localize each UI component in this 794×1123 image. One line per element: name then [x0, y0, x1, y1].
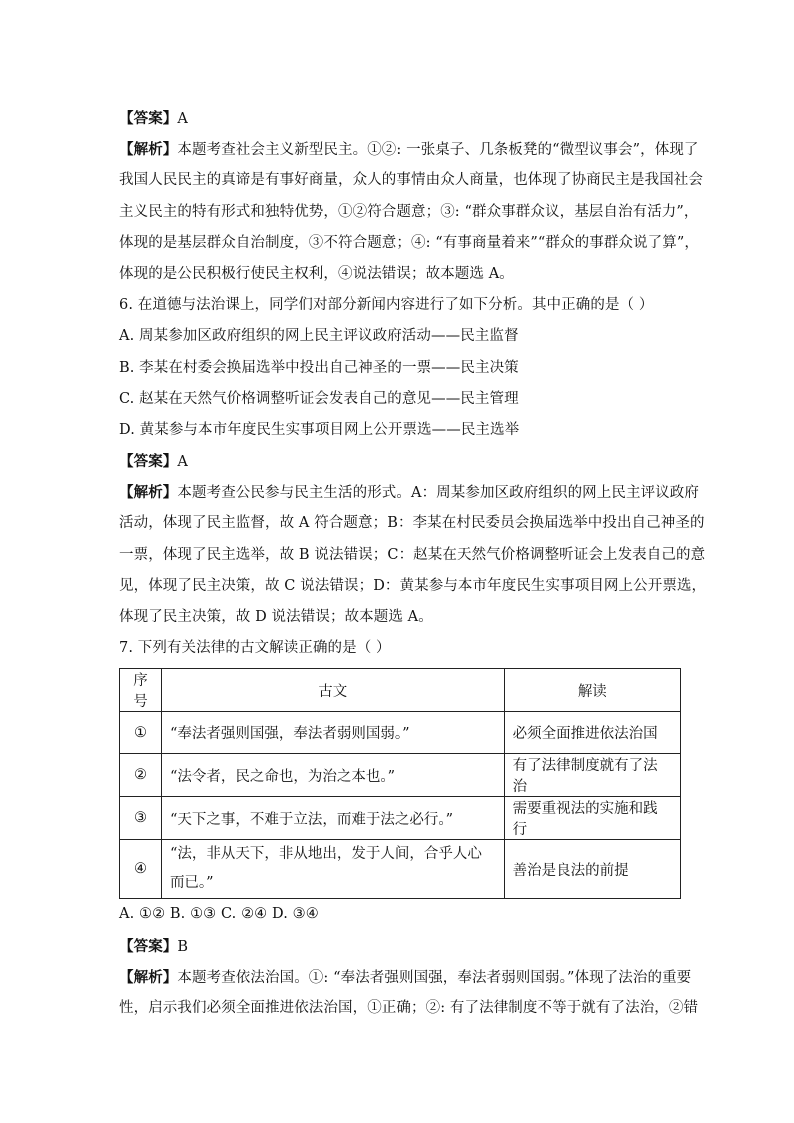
line-text: B	[177, 938, 189, 955]
table-row	[120, 754, 681, 797]
row-ancient-text: “法，非从天下，非从地出，发于人间，合乎人心而已。”	[161, 840, 504, 899]
text-line	[119, 931, 681, 962]
row-number: ③	[120, 797, 162, 840]
text-line	[119, 165, 703, 196]
line-text: 体现了民主决策，故 D 说法错误；故本题选 A。	[119, 609, 433, 625]
line-text: 本题考查依法治国。①: “奉法者强则国强，奉法者弱则国弱。”体现了法治的重要	[177, 969, 692, 986]
text-line	[119, 321, 681, 352]
section-label: 【答案】	[119, 937, 178, 955]
line-text: A	[177, 454, 188, 471]
section-label: 【答案】	[119, 110, 178, 127]
line-text: 活动，体现了民主监督，故 A 符合题意；B：李某在村民委员会换届选举中投出自己神圣的	[119, 515, 705, 532]
line-text: C. 赵某在天然气价格调整听证会发表自己的意见——民主管理	[119, 390, 519, 407]
text-line	[119, 571, 707, 602]
header-ancient-text: 古文	[161, 669, 504, 712]
line-text: B. 李某在村委会换届选举中投出自己神圣的一票——民主决策	[119, 359, 519, 376]
text-line	[119, 633, 681, 664]
row-number: ④	[120, 840, 162, 899]
text-line	[119, 415, 681, 446]
line-text: 7. 下列有关法律的古文解读正确的是（ ）	[119, 640, 391, 657]
table-row	[120, 712, 681, 754]
line-text: 6. 在道德与法治课上，同学们对部分新闻内容进行了如下分析。其中正确的是（ ）	[119, 297, 654, 314]
ancient-text-table	[119, 668, 681, 899]
text-line	[119, 103, 681, 134]
line-text: A	[177, 111, 188, 127]
row-interpretation: 必须全面推进依法治国	[504, 712, 680, 754]
line-text: D. 黄某参与本市年度民生实事项目网上公开票选——民主选举	[119, 421, 520, 438]
row-interpretation: 善治是良法的前提	[504, 840, 680, 899]
text-line	[119, 993, 699, 1024]
text-line	[119, 602, 681, 633]
row-ancient-text: “天下之事，不难于立法，而难于法之必行。”	[161, 797, 504, 840]
section-label: 【解析】	[119, 484, 178, 502]
text-line	[119, 899, 681, 930]
text-line	[119, 259, 681, 290]
section-label: 【答案】	[119, 453, 178, 471]
text-line	[119, 384, 681, 415]
line-text: 见，体现了民主决策，故 C 说法错误；D：黄某参与本市年度民生实事项目网上公开票选，	[119, 577, 707, 594]
line-text: 主义民主的特有形式和独特优势，①②符合题意；③: “群众事群众议，基层自治有活力”，	[119, 203, 699, 220]
text-line	[119, 477, 699, 508]
row-ancient-text: “奉法者强则国强，奉法者弱则国弱。”	[161, 712, 504, 754]
text-line	[119, 446, 681, 477]
row-number: ①	[120, 712, 162, 754]
text-line	[119, 197, 699, 228]
text-line	[119, 134, 699, 165]
table-header-row	[120, 669, 681, 712]
line-text: 本题考查社会主义新型民主。①②: 一张桌子、几条板凳的“微型议事会”，体现了	[177, 142, 699, 159]
section-label: 【解析】	[119, 141, 178, 159]
table-row	[120, 840, 681, 899]
line-text: A. ①② B. ①③ C. ②④ D. ③④	[119, 906, 319, 923]
text-block-after	[119, 899, 699, 1024]
line-text: 我国人民民主的真谛是有事好商量，众人的事情由众人商量，也体现了协商民主是我国社会	[119, 172, 703, 189]
section-label: 【解析】	[119, 968, 178, 986]
text-line	[119, 540, 706, 571]
line-text: A. 周某参加区政府组织的网上民主评议政府活动——民主监督	[119, 328, 519, 345]
text-line	[119, 228, 699, 259]
text-line	[119, 962, 692, 993]
line-text: 体现的是基层群众自治制度，③不符合题意；④: “有事商量着来”“群众的事群众说了算”，	[119, 234, 699, 251]
text-line	[119, 353, 681, 384]
text-block-top	[119, 103, 707, 664]
table-row	[120, 797, 681, 840]
line-text: 本题考查公民参与民主生活的形式。A：周某参加区政府组织的网上民主评议政府	[177, 485, 699, 502]
line-text: 一票，体现了民主选举，故 B 说法错误；C：赵某在天然气价格调整听证会上发表自己的意	[119, 546, 706, 563]
text-line	[119, 508, 705, 539]
text-line	[119, 290, 681, 321]
line-text: 性，启示我们必须全面推进依法治国，①正确；②: 有了法律制度不等于就有了法治，②错	[119, 999, 699, 1016]
document-content	[119, 103, 707, 1024]
row-interpretation: 有了法律制度就有了法治	[504, 754, 680, 797]
row-interpretation: 需要重视法的实施和践行	[504, 797, 680, 840]
header-interpretation: 解读	[504, 669, 680, 712]
row-ancient-text: “法令者，民之命也，为治之本也。”	[161, 754, 504, 797]
row-number: ②	[120, 754, 162, 797]
header-number: 序号	[120, 669, 162, 712]
line-text: 体现的是公民积极行使民主权利，④说法错误；故本题选 A。	[119, 265, 514, 282]
